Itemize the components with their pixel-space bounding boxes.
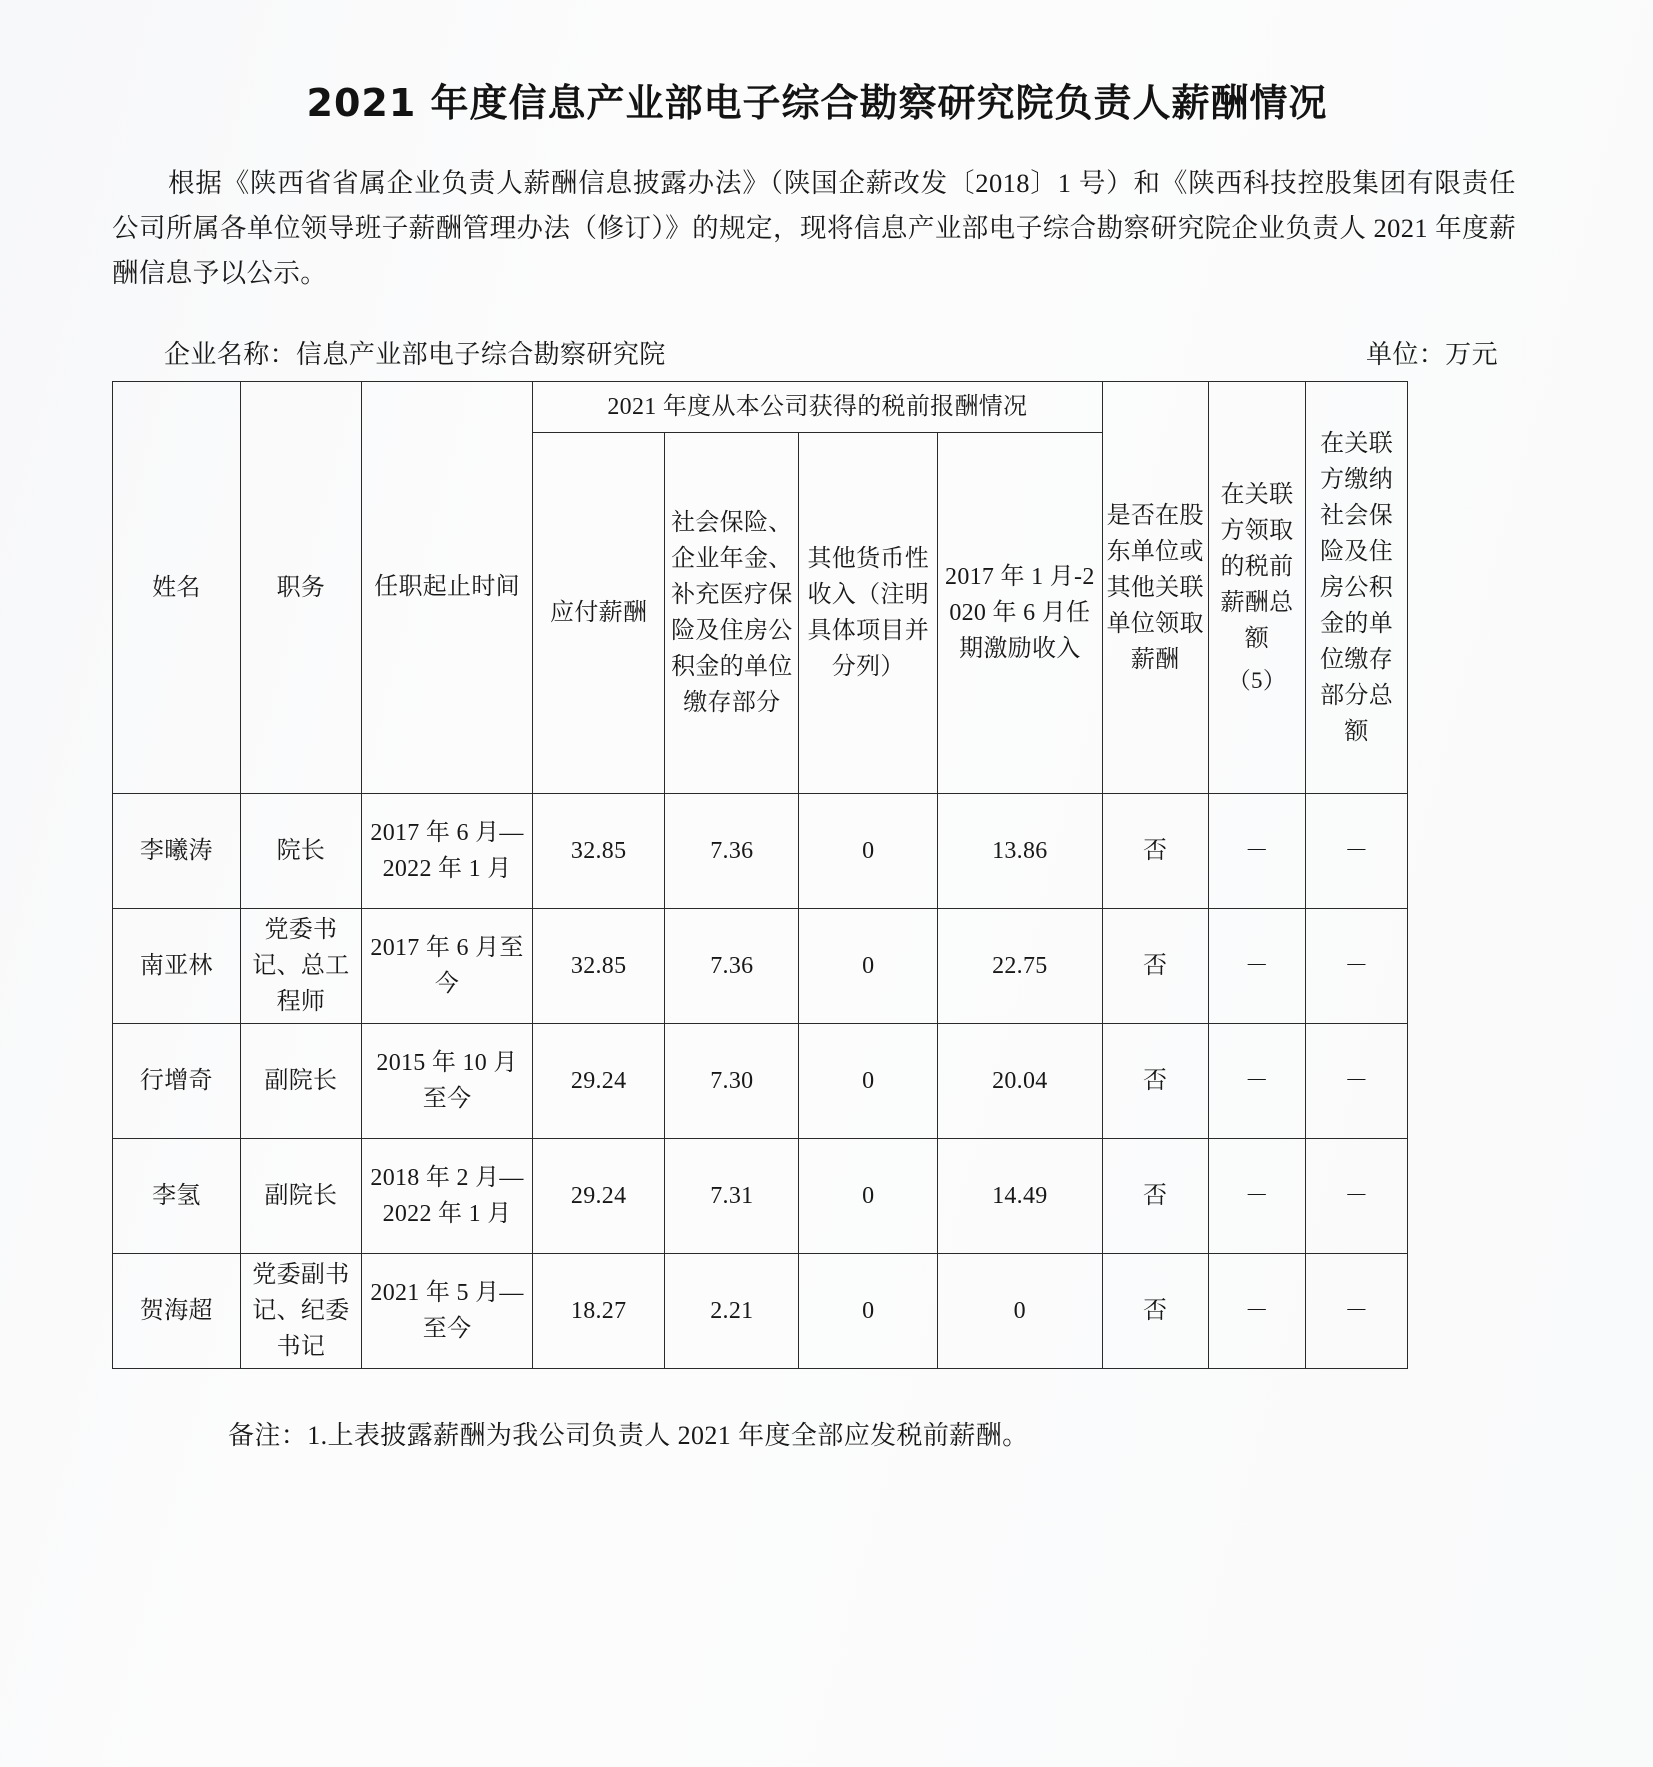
cell-incentive: 0 bbox=[938, 1254, 1103, 1369]
table-meta-row bbox=[112, 334, 1522, 371]
cell-other-monetary: 0 bbox=[799, 909, 938, 1024]
header-incentive: 2017 年 1 月-2020 年 6 月任期激励收入 bbox=[938, 433, 1103, 794]
header-other-monetary: 其他货币性收入（注明具体项目并分列） bbox=[799, 433, 938, 794]
document-content bbox=[112, 0, 1522, 1478]
table-row bbox=[113, 1254, 1408, 1369]
cell-social-insurance: 7.31 bbox=[665, 1139, 799, 1254]
cell-period: 2017 年 6 月至今 bbox=[362, 909, 533, 1024]
table-row bbox=[113, 1139, 1408, 1254]
header-related-salary: 在关联方领取的税前薪酬总额 （5） bbox=[1208, 382, 1305, 794]
table-header bbox=[113, 382, 1408, 794]
cell-related-salary: － bbox=[1208, 909, 1305, 1024]
cell-position: 党委副书记、纪委书记 bbox=[240, 1254, 361, 1369]
cell-payable-salary: 32.85 bbox=[533, 909, 665, 1024]
cell-incentive: 14.49 bbox=[938, 1139, 1103, 1254]
cell-other-monetary: 0 bbox=[799, 1024, 938, 1139]
cell-other-monetary: 0 bbox=[799, 1139, 938, 1254]
cell-position: 副院长 bbox=[240, 1139, 361, 1254]
cell-related-social: － bbox=[1306, 909, 1408, 1024]
cell-from-shareholder: 否 bbox=[1102, 1139, 1208, 1254]
cell-name: 贺海超 bbox=[113, 1254, 241, 1369]
table-row bbox=[113, 909, 1408, 1024]
cell-related-social: － bbox=[1306, 1254, 1408, 1369]
cell-payable-salary: 29.24 bbox=[533, 1139, 665, 1254]
cell-from-shareholder: 否 bbox=[1102, 1254, 1208, 1369]
cell-position: 党委书记、总工程师 bbox=[240, 909, 361, 1024]
cell-from-shareholder: 否 bbox=[1102, 1024, 1208, 1139]
cell-other-monetary: 0 bbox=[799, 1254, 938, 1369]
cell-related-salary: － bbox=[1208, 1024, 1305, 1139]
cell-incentive: 22.75 bbox=[938, 909, 1103, 1024]
cell-payable-salary: 32.85 bbox=[533, 794, 665, 909]
cell-social-insurance: 7.30 bbox=[665, 1024, 799, 1139]
footnote: 备注：1.上表披露薪酬为我公司负责人 2021 年度全部应发税前薪酬。 bbox=[228, 1421, 1029, 1450]
salary-table bbox=[112, 381, 1408, 1369]
header-social-insurance: 社会保险、企业年金、补充医疗保险及住房公积金的单位缴存部分 bbox=[665, 433, 799, 794]
table-row bbox=[113, 794, 1408, 909]
cell-from-shareholder: 否 bbox=[1102, 909, 1208, 1024]
cell-period: 2021 年 5 月—至今 bbox=[362, 1254, 533, 1369]
header-related-salary-note: （5） bbox=[1227, 667, 1287, 693]
cell-position: 院长 bbox=[240, 794, 361, 909]
company-name-line bbox=[164, 334, 666, 371]
company-name-value: 信息产业部电子综合勘察研究院 bbox=[296, 340, 666, 369]
cell-from-shareholder: 否 bbox=[1102, 794, 1208, 909]
cell-name: 李氢 bbox=[113, 1139, 241, 1254]
cell-related-salary: － bbox=[1208, 1254, 1305, 1369]
cell-social-insurance: 7.36 bbox=[665, 794, 799, 909]
cell-related-social: － bbox=[1306, 1024, 1408, 1139]
header-from-shareholder: 是否在股东单位或其他关联单位领取薪酬 bbox=[1102, 382, 1208, 794]
cell-incentive: 13.86 bbox=[938, 794, 1103, 909]
cell-incentive: 20.04 bbox=[938, 1024, 1103, 1139]
cell-position: 副院长 bbox=[240, 1024, 361, 1139]
page-title: 2021 年度信息产业部电子综合勘察研究院负责人薪酬情况 bbox=[306, 81, 1328, 125]
cell-period: 2017 年 6 月—2022 年 1 月 bbox=[362, 794, 533, 909]
cell-name: 行增奇 bbox=[113, 1024, 241, 1139]
cell-related-salary: － bbox=[1208, 794, 1305, 909]
cell-payable-salary: 18.27 bbox=[533, 1254, 665, 1369]
header-pretax-group: 2021 年度从本公司获得的税前报酬情况 bbox=[533, 382, 1103, 433]
cell-related-salary: － bbox=[1208, 1139, 1305, 1254]
header-row-group bbox=[113, 382, 1408, 433]
cell-related-social: － bbox=[1306, 794, 1408, 909]
cell-social-insurance: 2.21 bbox=[665, 1254, 799, 1369]
company-name-label: 企业名称： bbox=[164, 340, 297, 369]
table-body bbox=[113, 794, 1408, 1369]
header-payable-salary: 应付薪酬 bbox=[533, 433, 665, 794]
header-position: 职务 bbox=[240, 382, 361, 794]
cell-name: 南亚林 bbox=[113, 909, 241, 1024]
unit-label: 单位：万元 bbox=[1365, 340, 1498, 369]
intro-paragraph: 根据《陕西省省属企业负责人薪酬信息披露办法》（陕国企薪改发〔2018〕1 号）和《陕西科技控股集团有限责任公司所属各单位领导班子薪酬管理办法（修订）》的规定，现将信息产业部电子综合勘察研究院企业负责人 2021 年度薪酬信息予以公示。 bbox=[112, 168, 1516, 288]
cell-period: 2015 年 10 月至今 bbox=[362, 1024, 533, 1139]
cell-payable-salary: 29.24 bbox=[533, 1024, 665, 1139]
cell-related-social: － bbox=[1306, 1139, 1408, 1254]
cell-name: 李曦涛 bbox=[113, 794, 241, 909]
cell-period: 2018 年 2 月—2022 年 1 月 bbox=[362, 1139, 533, 1254]
cell-social-insurance: 7.36 bbox=[665, 909, 799, 1024]
header-period bbox=[362, 382, 533, 794]
header-period-text: 任职起止时间 bbox=[374, 574, 520, 600]
cell-other-monetary: 0 bbox=[799, 794, 938, 909]
table-row bbox=[113, 1024, 1408, 1139]
header-related-social: 在关联方缴纳社会保险及住房公积金的单位缴存部分总额 bbox=[1306, 382, 1408, 794]
header-name: 姓名 bbox=[113, 382, 241, 794]
